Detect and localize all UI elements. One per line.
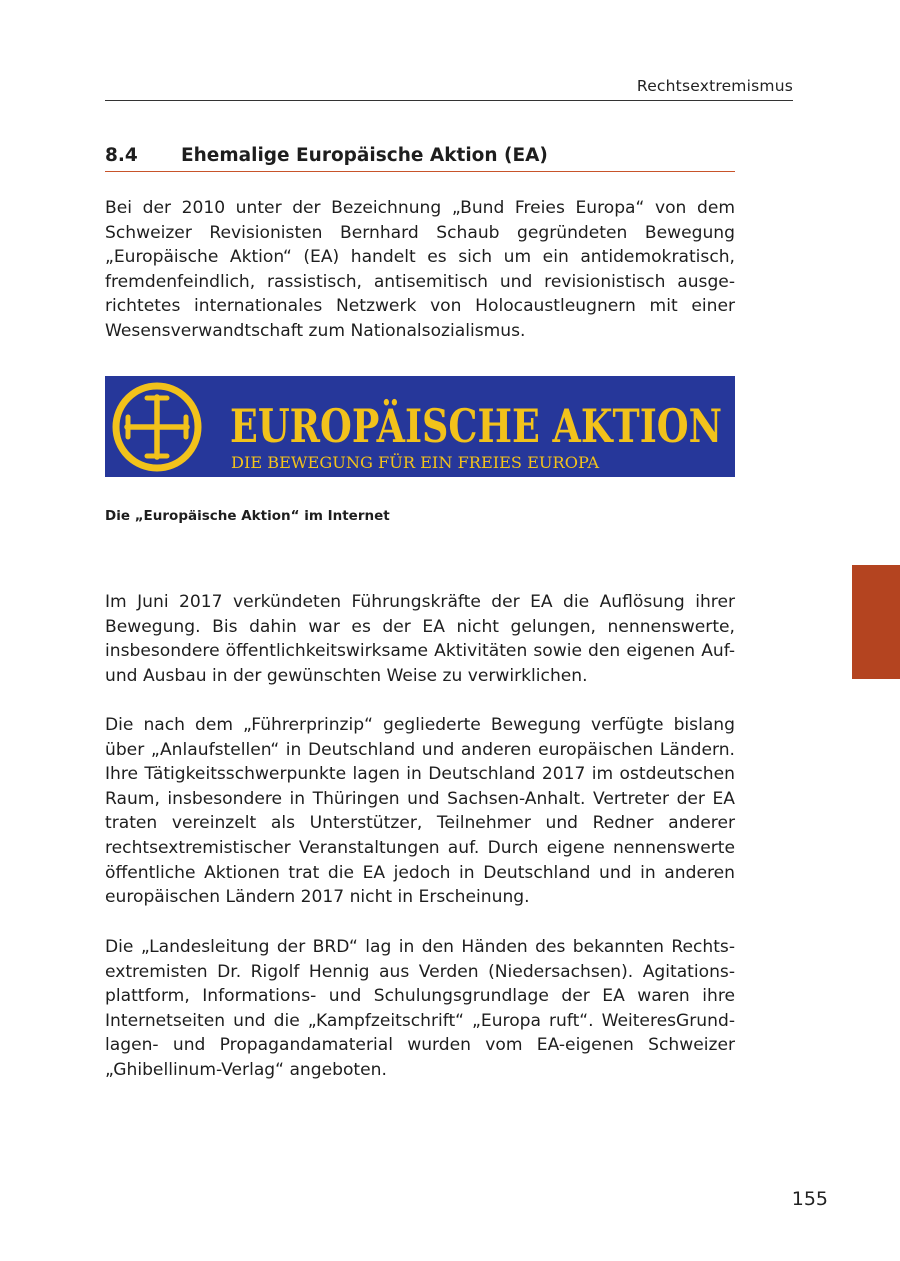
chapter-side-tab: [852, 565, 900, 679]
logo-tagline: [231, 452, 599, 472]
section-heading: [105, 145, 735, 172]
ea-banner-image: [105, 376, 850, 477]
running-header: Rechtsextremismus: [636, 77, 793, 95]
page-number: 155: [791, 1188, 828, 1210]
svg-text:DIE BEWEGUNG FÜR EIN FREIES EU: DIE BEWEGUNG FÜR EIN FREIES EUROPA: [231, 453, 596, 472]
paragraph-structure: Die nach dem „Führerprinzip“ gegliederte Bewegung verfügte bislang über „Anlaufstellen“ in Deutschland und anderen europäischen Ländern. Ihre Tätigkeitsschwerpunkte lagen in Deutschland 2017 im ostdeutschen Raum, insbesondere in Thüringen und Sachsen-Anhalt. Vertreter der EA traten vereinzelt als Unterstützer, Teilnehmer und Redner anderer rechtsextremistischer Veranstaltungen auf. Durch eigene nennenswerte öffentliche Aktionen trat die EA jedoch in Deutschland und in anderen europäischen Ländern 2017 nicht in Erscheinung.: [105, 715, 735, 908]
cross-emblem-icon: [116, 386, 198, 468]
header-rule: [105, 100, 793, 101]
figure-caption: Die „Europäische Aktion“ im Internet: [105, 508, 390, 524]
section-title: Ehemalige Europäische Aktion (EA): [181, 145, 548, 166]
logo-wordmark: [230, 398, 850, 453]
paragraph-intro: Bei der 2010 unter der Bezeichnung „Bund Freies Europa“ von dem Schweizer Revisionisten Bernhard Schaub gegründeten Bewegung „Europäische Aktion“ (EA) handelt es sich um ein antidemokratisch, fremdenfeindlich, rassistisch, antisemitisch und revisionistisch ausgerichtetes internationales Netzwerk von Holocaustleugnern mit einer Wesensverwandtschaft zum Nationalsozialismus.: [105, 198, 735, 341]
svg-text:EUROPÄISCHE AKTION: EUROPÄISCHE AKTION: [230, 399, 850, 453]
section-number: 8.4: [105, 145, 138, 166]
paragraph-leadership: Die „Landesleitung der BRD“ lag in den Händen des bekannten Rechtsextremisten Dr. Rigolf Hennig aus Verden (Niedersachsen). Agitationsplattform, Informations- und Schulungsgrundlage der EA waren ihre Internetseiten und die „Kampfzeitschrift“ „Europa ruft“. WeiteresGrundlagen- und Propagandamaterial wurden vom EA-eigenen Schweizer „Ghibellinum-Verlag“ angeboten.: [105, 937, 735, 1080]
paragraph-dissolution: Im Juni 2017 verkündeten Führungskräfte der EA die Auflösung ihrer Bewegung. Bis dahin war es der EA nicht gelungen, nennenswerte, insbesondere öffentlichkeitswirksame Aktivitäten sowie den eigenen Auf- und Ausbau in der gewünschten Weise zu verwirklichen.: [105, 592, 735, 686]
